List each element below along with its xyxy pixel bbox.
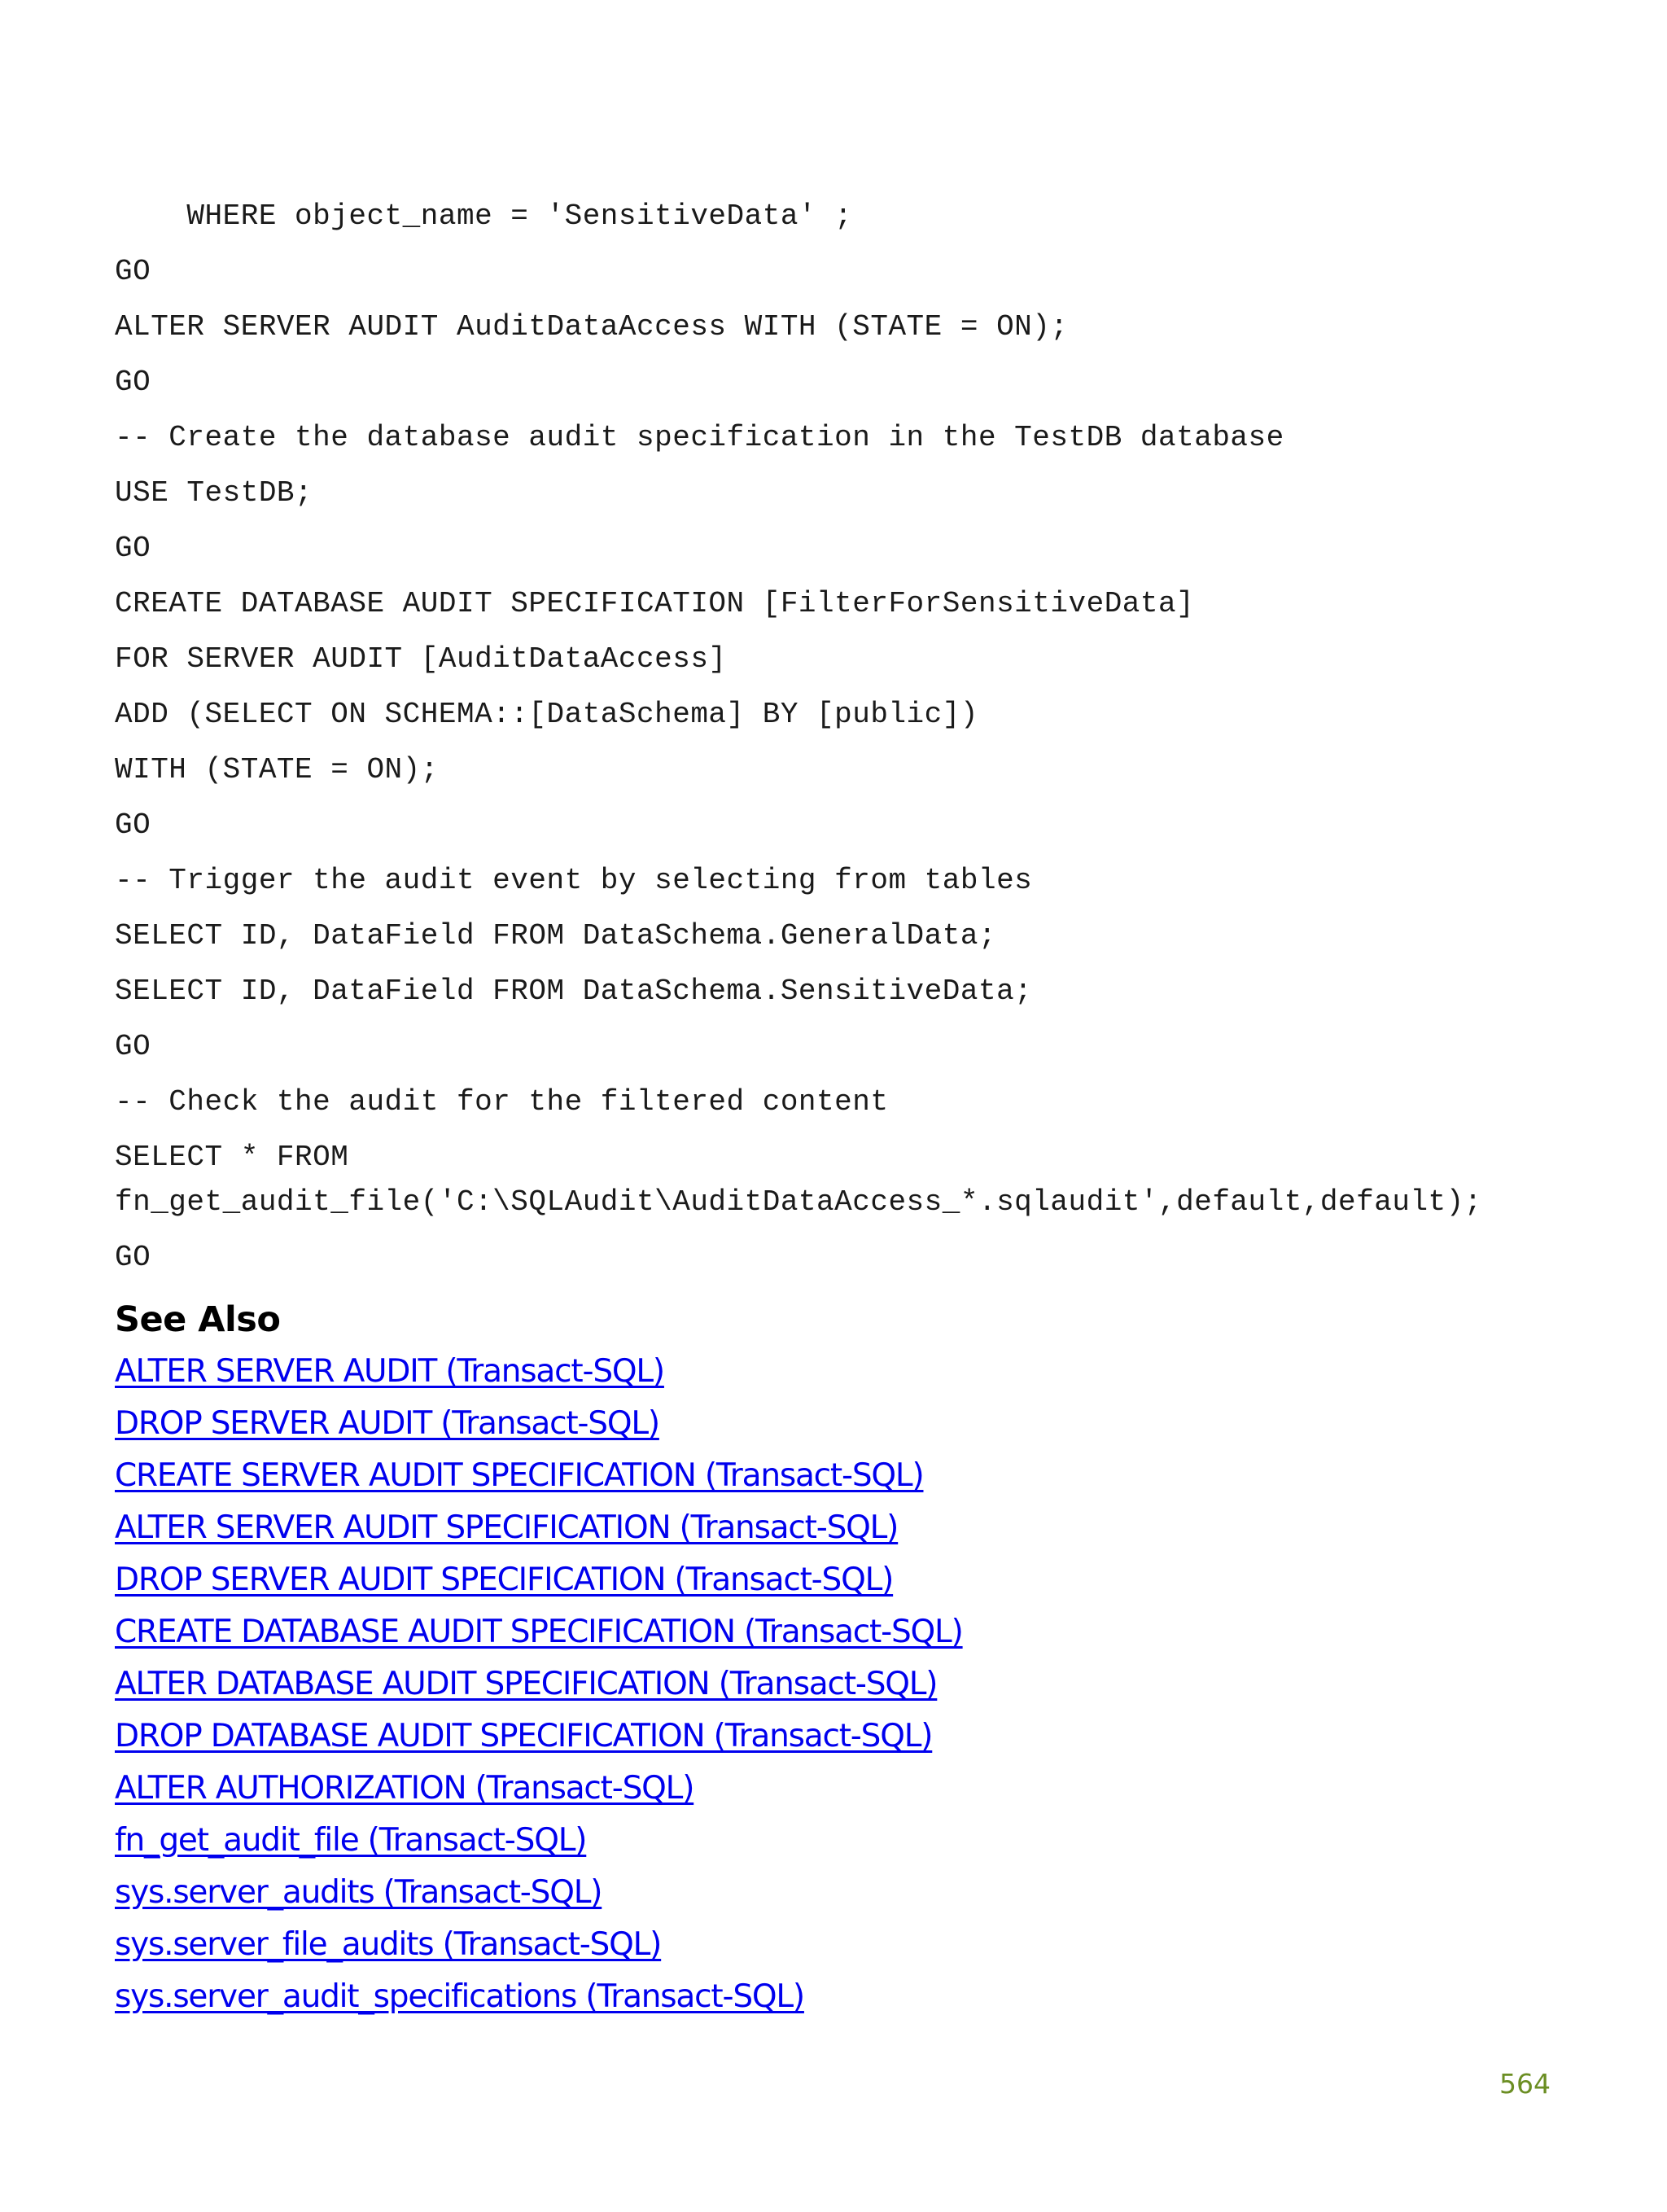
list-item xyxy=(115,1820,1580,1872)
code-line: USE TestDB; xyxy=(115,476,313,510)
link-sys-server-audit-specifications[interactable]: sys.server_audit_specifications (Transact-SQL) xyxy=(115,1978,804,2015)
code-line: ADD (SELECT ON SCHEMA::[DataSchema] BY [public]) xyxy=(115,698,978,731)
code-line: CREATE DATABASE AUDIT SPECIFICATION [FilterForSensitiveData] xyxy=(115,587,1195,620)
code-block xyxy=(115,199,1580,1299)
link-drop-server-audit[interactable]: DROP SERVER AUDIT (Transact-SQL) xyxy=(115,1405,659,1442)
code-line: WHERE object_name = 'SensitiveData' ; xyxy=(115,199,853,233)
list-item xyxy=(115,1455,1580,1507)
link-alter-authorization[interactable]: ALTER AUTHORIZATION (Transact-SQL) xyxy=(115,1770,694,1807)
code-line: WITH (STATE = ON); xyxy=(115,753,439,786)
link-alter-server-audit-specification[interactable]: ALTER SERVER AUDIT SPECIFICATION (Transact-SQL) xyxy=(115,1509,899,1546)
see-also-section xyxy=(115,1299,1580,2028)
link-alter-server-audit[interactable]: ALTER SERVER AUDIT (Transact-SQL) xyxy=(115,1353,664,1390)
code-line: GO xyxy=(115,366,151,399)
list-item xyxy=(115,1403,1580,1455)
code-line: ALTER SERVER AUDIT AuditDataAccess WITH (STATE = ON); xyxy=(115,310,1069,344)
list-item xyxy=(115,1559,1580,1611)
list-item xyxy=(115,1715,1580,1767)
see-also-links xyxy=(115,1351,1580,2028)
list-item xyxy=(115,1507,1580,1559)
link-sys-server-file-audits[interactable]: sys.server_file_audits (Transact-SQL) xyxy=(115,1926,662,1963)
code-line: SELECT * FROM xyxy=(115,1141,349,1174)
code-line: GO xyxy=(115,255,151,288)
link-drop-server-audit-specification[interactable]: DROP SERVER AUDIT SPECIFICATION (Transact-SQL) xyxy=(115,1562,894,1598)
code-line: GO xyxy=(115,1030,151,1063)
code-line: GO xyxy=(115,1241,151,1274)
code-line: -- Create the database audit specification in the TestDB database xyxy=(115,421,1284,454)
code-line: fn_get_audit_file('C:\SQLAudit\AuditDataAccess_*.sqlaudit',default,default); xyxy=(115,1185,1482,1219)
page-number: 564 xyxy=(1499,2068,1551,2100)
code-line: GO xyxy=(115,808,151,842)
code-line: SELECT ID, DataField FROM DataSchema.GeneralData; xyxy=(115,919,997,953)
list-item xyxy=(115,1663,1580,1715)
list-item xyxy=(115,1872,1580,1924)
link-fn-get-audit-file[interactable]: fn_get_audit_file (Transact-SQL) xyxy=(115,1822,587,1859)
link-create-database-audit-specification[interactable]: CREATE DATABASE AUDIT SPECIFICATION (Transact-SQL) xyxy=(115,1614,963,1650)
link-create-server-audit-specification[interactable]: CREATE SERVER AUDIT SPECIFICATION (Transact-SQL) xyxy=(115,1457,924,1494)
see-also-heading: See Also xyxy=(115,1299,281,1340)
link-sys-server-audits[interactable]: sys.server_audits (Transact-SQL) xyxy=(115,1874,602,1911)
code-line: -- Trigger the audit event by selecting from tables xyxy=(115,864,1033,897)
list-item xyxy=(115,1611,1580,1663)
list-item xyxy=(115,1976,1580,2028)
code-line: FOR SERVER AUDIT [AuditDataAccess] xyxy=(115,642,727,676)
link-drop-database-audit-specification[interactable]: DROP DATABASE AUDIT SPECIFICATION (Transact-SQL) xyxy=(115,1718,933,1754)
link-alter-database-audit-specification[interactable]: ALTER DATABASE AUDIT SPECIFICATION (Transact-SQL) xyxy=(115,1666,938,1702)
list-item xyxy=(115,1351,1580,1403)
code-line: SELECT ID, DataField FROM DataSchema.SensitiveData; xyxy=(115,975,1033,1008)
code-line: -- Check the audit for the filtered content xyxy=(115,1085,889,1119)
code-line: GO xyxy=(115,532,151,565)
list-item xyxy=(115,1924,1580,1976)
list-item xyxy=(115,1767,1580,1820)
